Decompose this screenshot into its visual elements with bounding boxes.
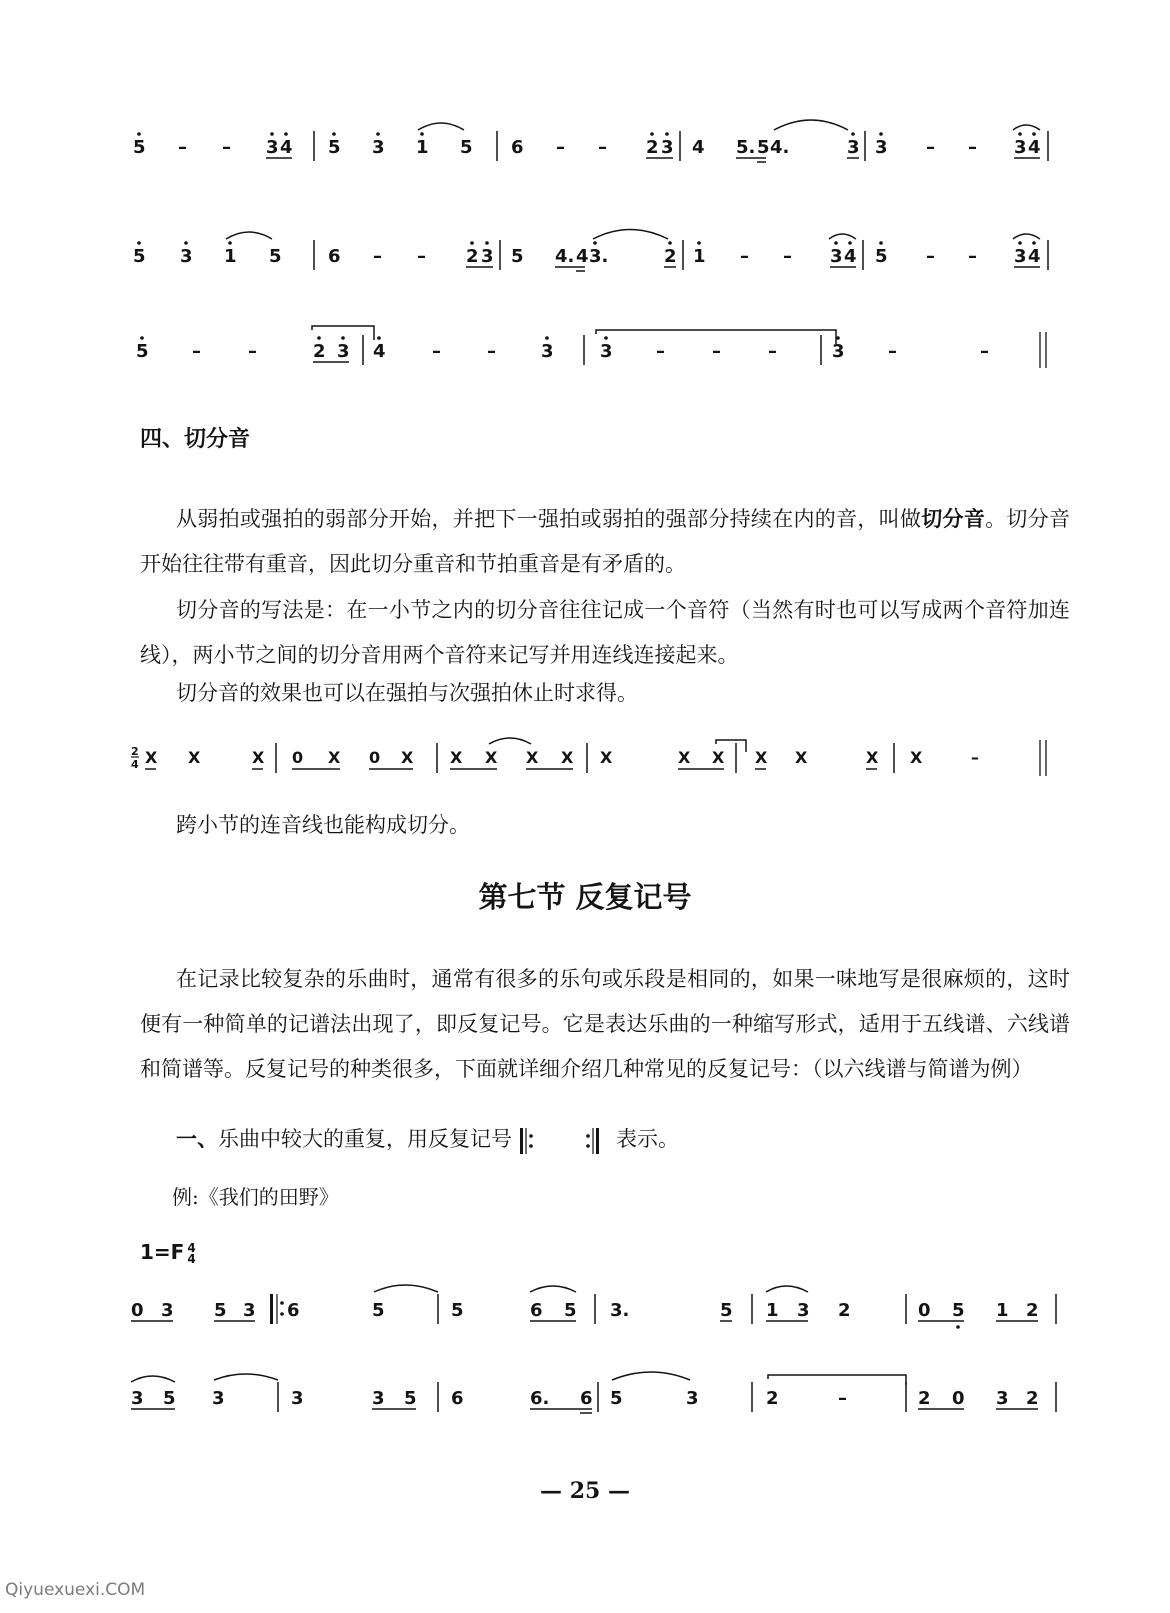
note: 3 bbox=[481, 246, 494, 267]
svg-text:X: X bbox=[485, 748, 498, 767]
svg-text:X: X bbox=[600, 748, 613, 767]
svg-text:6: 6 bbox=[530, 1300, 543, 1321]
svg-text:0: 0 bbox=[918, 1300, 931, 1321]
page-number: — 25 — bbox=[540, 1478, 630, 1504]
svg-text:–: – bbox=[971, 748, 979, 767]
time-signature: 4 4 bbox=[187, 1240, 196, 1266]
svg-text:3: 3 bbox=[131, 1388, 144, 1409]
svg-text:X: X bbox=[145, 748, 158, 767]
note: 4 bbox=[1028, 246, 1041, 267]
note: 5 bbox=[136, 341, 149, 362]
example-song-title: 例:《我们的田野》 bbox=[172, 1185, 339, 1209]
svg-text:X: X bbox=[561, 748, 574, 767]
svg-text:2: 2 bbox=[1026, 1388, 1039, 1409]
svg-text:5: 5 bbox=[720, 1300, 733, 1321]
note: 6 bbox=[328, 246, 341, 267]
note: 2 bbox=[466, 246, 479, 267]
note: – bbox=[740, 246, 749, 267]
svg-text:5: 5 bbox=[564, 1300, 577, 1321]
svg-text:6: 6 bbox=[287, 1300, 300, 1321]
note: – bbox=[417, 246, 426, 267]
note: 3 bbox=[1014, 246, 1027, 267]
syncopation-notation-paragraph: 切分音的写法是：在一小节之内的切分音往往记成一个音符（当然有时也可以写成两个音符加连线），两小节之间的切分音用两个音符来记写并用连线连接起来。 bbox=[140, 598, 1070, 667]
note: 4. bbox=[555, 246, 575, 267]
note: 5 bbox=[757, 137, 770, 158]
svg-text:6: 6 bbox=[451, 1388, 464, 1409]
svg-text:5: 5 bbox=[404, 1388, 417, 1409]
svg-text:3: 3 bbox=[996, 1388, 1009, 1409]
note: – bbox=[432, 341, 441, 362]
note: – bbox=[888, 341, 897, 362]
note: 3 bbox=[661, 137, 674, 158]
note: 5 bbox=[511, 246, 524, 267]
section-title-repeat-signs: 第七节 反复记号 bbox=[478, 880, 692, 914]
svg-text:X: X bbox=[450, 748, 463, 767]
svg-text:–: – bbox=[838, 1388, 847, 1409]
note: 3 bbox=[1014, 137, 1027, 158]
svg-text:X: X bbox=[526, 748, 539, 767]
note: – bbox=[192, 341, 201, 362]
note: 3 bbox=[266, 137, 279, 158]
svg-text:3: 3 bbox=[686, 1388, 699, 1409]
svg-text:3: 3 bbox=[291, 1388, 304, 1409]
svg-text:X: X bbox=[328, 748, 341, 767]
note: 4. bbox=[770, 137, 790, 158]
svg-text:3: 3 bbox=[243, 1300, 256, 1321]
note: – bbox=[556, 137, 565, 158]
note: 3. bbox=[589, 246, 609, 267]
note: 3 bbox=[541, 341, 554, 362]
note: 5 bbox=[328, 137, 341, 158]
note: – bbox=[373, 246, 382, 267]
repeat-sign-icon bbox=[516, 1126, 612, 1156]
svg-text:2: 2 bbox=[131, 745, 139, 758]
note: 5 bbox=[133, 137, 146, 158]
svg-text:5: 5 bbox=[214, 1300, 227, 1321]
note: – bbox=[178, 137, 187, 158]
note: 1 bbox=[224, 246, 237, 267]
note: 3 bbox=[337, 341, 350, 362]
section-heading-syncopation: 四、切分音 bbox=[140, 427, 251, 452]
note: 3 bbox=[372, 137, 385, 158]
svg-text:5: 5 bbox=[610, 1388, 623, 1409]
note: – bbox=[712, 341, 721, 362]
svg-text:2: 2 bbox=[1026, 1300, 1039, 1321]
svg-text:0: 0 bbox=[131, 1300, 144, 1321]
svg-text:3: 3 bbox=[212, 1388, 225, 1409]
repeat-item-one: 一、乐曲中较大的重复，用反复记号 表示。 bbox=[176, 1123, 679, 1156]
note: 2 bbox=[313, 341, 326, 362]
note: 5 bbox=[875, 246, 888, 267]
svg-text:1: 1 bbox=[766, 1300, 779, 1321]
note: 3 bbox=[600, 341, 613, 362]
svg-text:X: X bbox=[252, 748, 265, 767]
jianpu-score-top bbox=[0, 0, 1170, 400]
note: – bbox=[598, 137, 607, 158]
syncopation-rest-paragraph: 切分音的效果也可以在强拍与次强拍休止时求得。 bbox=[176, 681, 638, 705]
syncopation-definition: 从弱拍或强拍的弱部分开始，并把下一强拍或弱拍的强部分持续在内的音，叫做切分音。切分音开始往往带有重音，因此切分重音和节拍重音是有矛盾的。 bbox=[140, 507, 1071, 576]
note: 1 bbox=[416, 137, 429, 158]
svg-text:6.: 6. bbox=[530, 1388, 550, 1409]
svg-text:X: X bbox=[795, 748, 808, 767]
note: 3 bbox=[180, 246, 193, 267]
note: – bbox=[783, 246, 792, 267]
note: – bbox=[968, 137, 977, 158]
svg-text:0: 0 bbox=[369, 748, 381, 767]
note: 3 bbox=[847, 137, 860, 158]
note: 3 bbox=[832, 341, 845, 362]
note: – bbox=[768, 341, 777, 362]
note: 2 bbox=[646, 137, 659, 158]
note: 3 bbox=[830, 246, 843, 267]
note: – bbox=[222, 137, 231, 158]
note: – bbox=[926, 137, 935, 158]
svg-text:1: 1 bbox=[996, 1300, 1009, 1321]
note: – bbox=[926, 246, 935, 267]
note: 5 bbox=[460, 137, 473, 158]
note: 4 bbox=[576, 246, 589, 267]
svg-text:X: X bbox=[188, 748, 201, 767]
svg-text:2: 2 bbox=[838, 1300, 851, 1321]
svg-text:X: X bbox=[755, 748, 768, 767]
note: – bbox=[487, 341, 496, 362]
svg-text:5: 5 bbox=[163, 1388, 176, 1409]
repeat-signs-intro: 在记录比较复杂的乐曲时，通常有很多的乐句或乐段是相同的，如果一味地写是很麻烦的，这时便有一种简单的记谱法出现了，即反复记号。它是表达乐曲的一种缩写形式，适用于五线谱、六线谱和简谱等。反复记号的种类很多，下面就详细介绍几种常见的反复记号：（以六线谱与简谱为例） bbox=[140, 967, 1070, 1081]
svg-text:4: 4 bbox=[131, 758, 139, 771]
note: 4 bbox=[373, 341, 386, 362]
note: 6 bbox=[511, 137, 524, 158]
svg-text:6: 6 bbox=[580, 1388, 593, 1409]
svg-text:X: X bbox=[401, 748, 414, 767]
svg-text:2: 2 bbox=[766, 1388, 779, 1409]
note: – bbox=[968, 246, 977, 267]
note: 2 bbox=[664, 246, 677, 267]
note: – bbox=[656, 341, 665, 362]
note: 5. bbox=[736, 137, 756, 158]
svg-text:3: 3 bbox=[161, 1300, 174, 1321]
note: 3 bbox=[875, 137, 888, 158]
svg-text:5: 5 bbox=[451, 1300, 464, 1321]
note: 4 bbox=[844, 246, 857, 267]
svg-text:3.: 3. bbox=[610, 1300, 630, 1321]
note: 1 bbox=[693, 246, 706, 267]
svg-text:3: 3 bbox=[797, 1300, 810, 1321]
note: 4 bbox=[280, 137, 293, 158]
site-watermark[interactable]: Qiyuexuexi.COM bbox=[5, 1580, 146, 1600]
note: – bbox=[248, 341, 257, 362]
svg-text:3: 3 bbox=[372, 1388, 385, 1409]
svg-text:2: 2 bbox=[918, 1388, 931, 1409]
svg-text:X: X bbox=[678, 748, 691, 767]
svg-text:5: 5 bbox=[952, 1300, 965, 1321]
svg-text:X: X bbox=[712, 748, 725, 767]
note: 5 bbox=[269, 246, 282, 267]
key-signature: 1=F 4 4 bbox=[140, 1240, 196, 1266]
svg-text:0: 0 bbox=[952, 1388, 965, 1409]
svg-text:0: 0 bbox=[292, 748, 304, 767]
cross-bar-tie-note: 跨小节的连音线也能构成切分。 bbox=[176, 813, 470, 837]
note: 4 bbox=[1028, 137, 1041, 158]
svg-text:5: 5 bbox=[372, 1300, 385, 1321]
svg-text:X: X bbox=[910, 748, 923, 767]
note: – bbox=[980, 341, 989, 362]
svg-text:X: X bbox=[866, 748, 879, 767]
note: 5 bbox=[133, 246, 146, 267]
note: 4 bbox=[692, 137, 705, 158]
